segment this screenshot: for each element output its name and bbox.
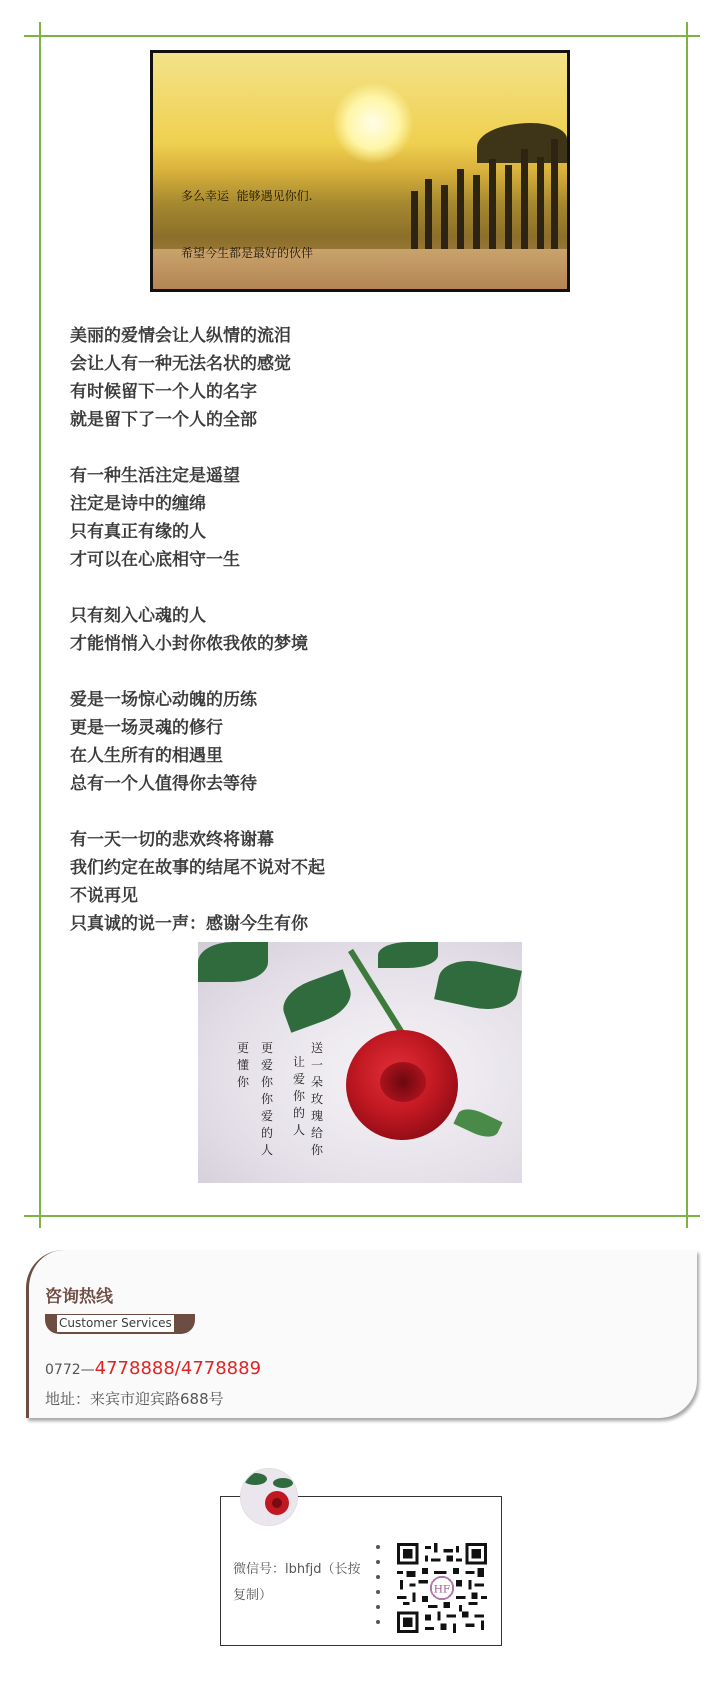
rose-caption-column: 更爱你 你爱的人: [260, 1041, 273, 1157]
poem-line: 不说再见: [70, 886, 138, 906]
poem-line: 只有真正有缘的人: [70, 522, 206, 542]
poem-line: 爱是一场惊心动魄的历练: [70, 690, 257, 710]
frame-left-line: [39, 22, 41, 1228]
phone-line: [45, 1358, 261, 1379]
rose-image: [198, 942, 522, 1183]
poem-line: 注定是诗中的缠绵: [70, 494, 206, 514]
poem-stanza: [70, 826, 325, 938]
rose-caption-column: 送一朵玫瑰给你: [310, 1041, 323, 1157]
poem-line: 才可以在心底相守一生: [70, 550, 240, 570]
divider-dots: [375, 1545, 381, 1635]
poem-line: 会让人有一种无法名状的感觉: [70, 354, 291, 374]
avatar: [240, 1468, 298, 1526]
frame-bottom-line: [24, 1215, 700, 1217]
rose-center: [380, 1062, 426, 1102]
caption-line: 多么幸运 能够遇见你们.: [181, 189, 313, 203]
customer-services-badge: [45, 1314, 195, 1334]
wechat-id-line: 复制）: [233, 1588, 273, 1603]
sunset-pier-image: [150, 50, 570, 292]
phone-prefix: 0772—: [45, 1362, 95, 1378]
poem-stanza: [70, 602, 325, 658]
image-caption-poem: [181, 149, 357, 292]
poem-body: [70, 322, 325, 938]
poem-line: 才能悄悄入小封你侬我侬的梦境: [70, 634, 308, 654]
poem-line: 只有刻入心魂的人: [70, 606, 206, 626]
poem-line: 更是一场灵魂的修行: [70, 718, 223, 738]
poem-line: 只真诚的说一声：感谢今生有你: [70, 914, 308, 934]
poem-line: 有时候留下一个人的名字: [70, 382, 257, 402]
poem-line: 我们约定在故事的结尾不说对不起: [70, 858, 325, 878]
poem-line: 有一种生活注定是遥望: [70, 466, 240, 486]
frame-top-line: [24, 35, 700, 37]
poem-line: 就是留下了一个人的全部: [70, 410, 257, 430]
leaf-graphic: [198, 942, 268, 982]
frame-right-line: [686, 22, 688, 1228]
rose-caption-column: 让爱你的人: [292, 1055, 305, 1137]
address-text: 地址：来宾市迎宾路688号: [45, 1390, 224, 1408]
poem-stanza: [70, 686, 325, 798]
rose-caption-column: 更懂你: [236, 1041, 249, 1089]
poem-line: 总有一个人值得你去等待: [70, 774, 257, 794]
qr-code-icon[interactable]: [397, 1543, 487, 1633]
phone-number[interactable]: 4778888/4778889: [94, 1358, 262, 1379]
qr-logo-text: HF: [433, 1583, 451, 1596]
customer-services-label: Customer Services: [59, 1316, 172, 1330]
poem-line: 在人生所有的相遇里: [70, 746, 223, 766]
poem-line: 有一天一切的悲欢终将谢幕: [70, 830, 274, 850]
leaf-graphic: [434, 954, 522, 1016]
caption-line: 希望今生都是最好的伙伴: [181, 246, 314, 260]
consult-title: 咨询热线: [45, 1287, 113, 1307]
poem-stanza: [70, 462, 325, 574]
leaf-graphic: [277, 969, 357, 1032]
leaf-graphic: [378, 942, 438, 968]
leaf-graphic: [453, 1104, 502, 1143]
poem-line: 美丽的爱情会让人纵情的流泪: [70, 326, 291, 346]
consult-card: [26, 1250, 697, 1418]
poem-stanza: [70, 322, 325, 434]
wechat-id-line: 微信号：lbhfjd（长按: [233, 1562, 361, 1577]
wechat-id-text[interactable]: [233, 1557, 383, 1609]
